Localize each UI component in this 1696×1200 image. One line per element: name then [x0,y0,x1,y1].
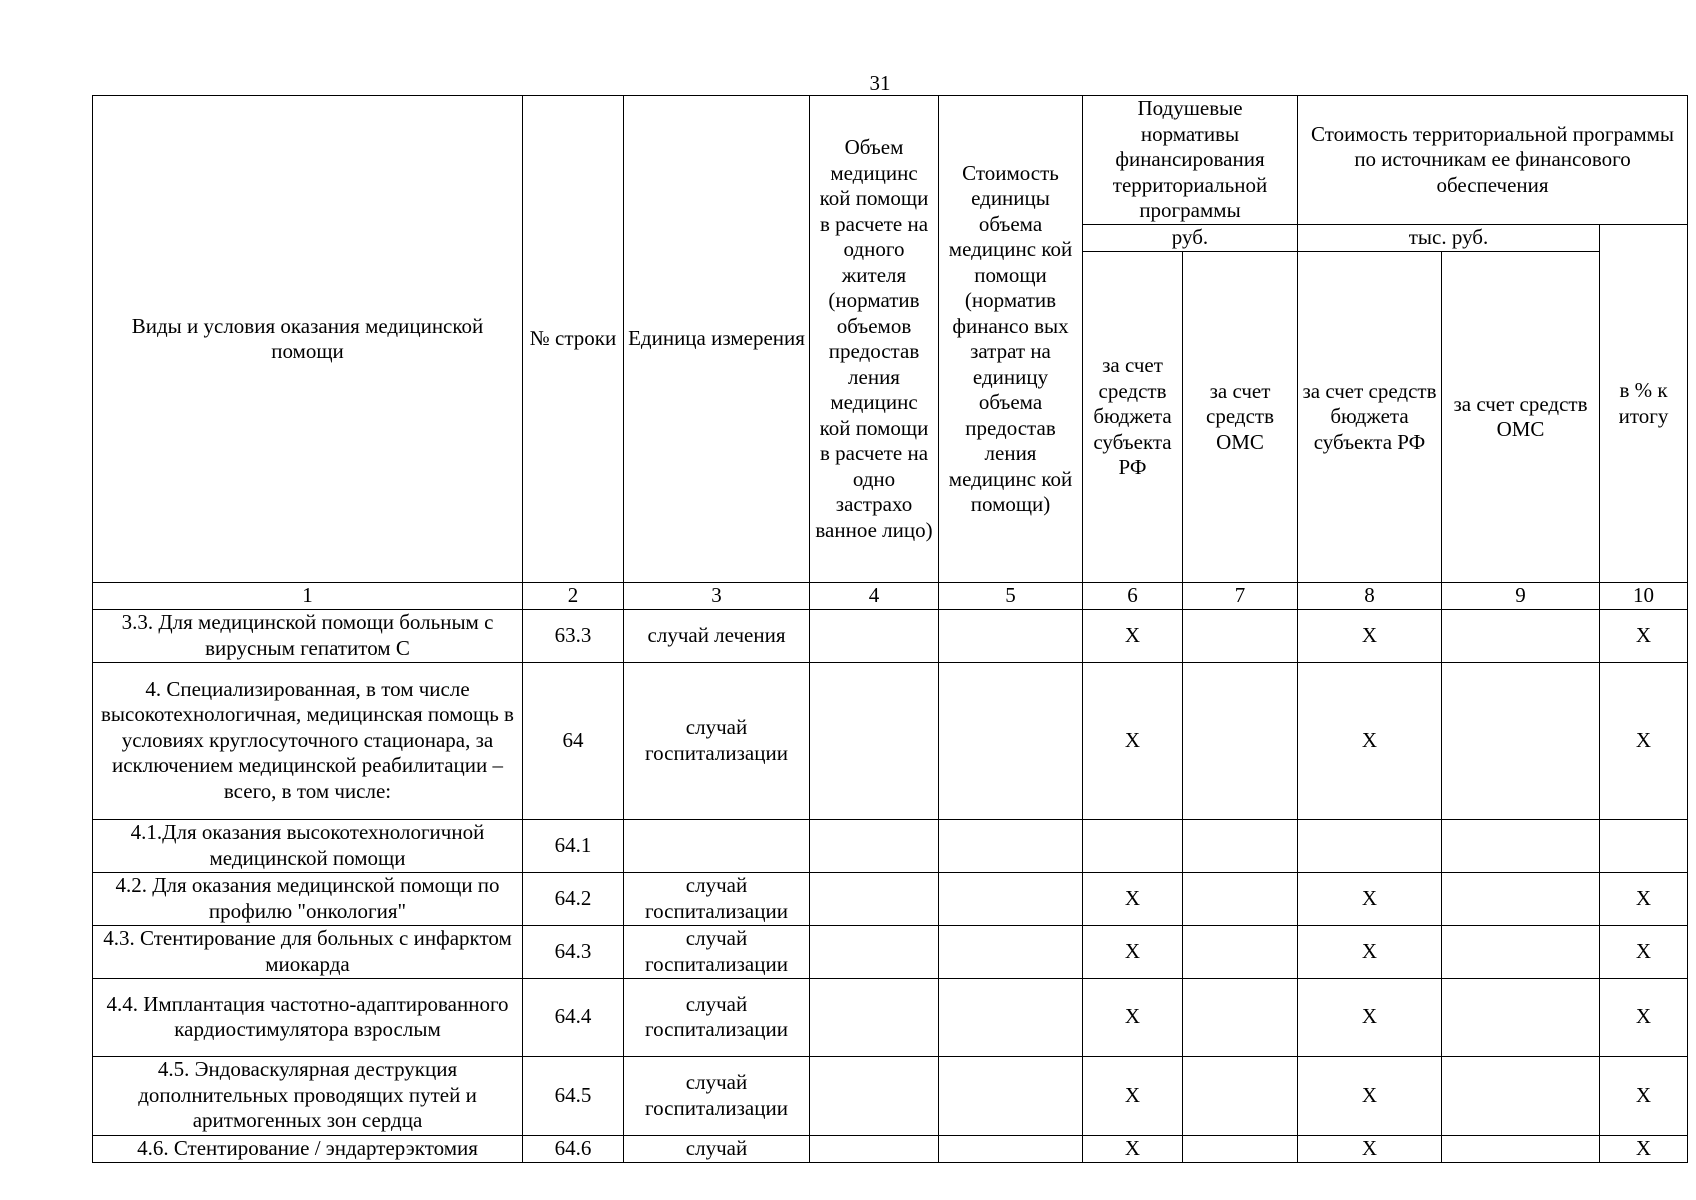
table-row [93,925,1688,978]
header-unit-rub: руб. [1083,225,1298,252]
column-number: 1 [93,583,523,610]
row-line-number: 63.3 [523,609,624,662]
row-col9 [1442,1135,1600,1162]
row-col9 [1442,819,1600,872]
row-unit: случай госпитализации [624,662,810,819]
row-name: 4.2. Для оказания медицинской помощи по профилю "онкология" [93,872,523,925]
header-group-cost: Стоимость территориальной программы по источникам ее финансового обеспечения [1298,96,1688,225]
row-line-number: 64.4 [523,978,624,1056]
table-row [93,819,1688,872]
header-group-per-capita: Подушевые нормативы финансирования территориальной программы [1083,96,1298,225]
row-col5 [939,872,1083,925]
row-col5 [939,1056,1083,1135]
row-col6: X [1083,1056,1183,1135]
row-unit: случай госпитализации [624,1056,810,1135]
row-line-number: 64.1 [523,819,624,872]
table-row [93,978,1688,1056]
table-row [93,609,1688,662]
header-col1: Виды и условия оказания медицинской помощи [93,96,523,583]
row-col4 [810,872,939,925]
row-col5 [939,819,1083,872]
row-col10: X [1600,978,1688,1056]
row-unit: случай госпитализации [624,925,810,978]
header-col5: Стоимость единицы объема медицинс кой помощи (норматив финансо вых затрат на единицу объема предостав ления медицинс кой помощи) [939,96,1083,583]
row-unit: случай госпитализации [624,978,810,1056]
row-col10: X [1600,662,1688,819]
row-col10: X [1600,925,1688,978]
row-col10: X [1600,872,1688,925]
row-name: 4. Специализированная, в том числе высокотехнологичная, медицинская помощь в условиях круглосуточного стационара, за исключением медицинской реабилитации – всего, в том числе: [93,662,523,819]
row-name: 4.6. Стентирование / эндартерэктомия [93,1135,523,1162]
row-col6: X [1083,609,1183,662]
row-col5 [939,925,1083,978]
table-row [93,872,1688,925]
header-col10: в % к итогу [1600,225,1688,583]
row-col5 [939,609,1083,662]
column-number: 6 [1083,583,1183,610]
row-col7 [1183,872,1298,925]
row-col5 [939,1135,1083,1162]
row-line-number: 64.6 [523,1135,624,1162]
column-number-row [93,583,1688,610]
row-col10: X [1600,1056,1688,1135]
row-line-number: 64.5 [523,1056,624,1135]
header-col7: за счет средств ОМС [1183,252,1298,583]
row-col5 [939,662,1083,819]
table-row [93,662,1688,819]
row-col9 [1442,925,1600,978]
column-number: 9 [1442,583,1600,610]
row-col5 [939,978,1083,1056]
row-col8: X [1298,1135,1442,1162]
row-line-number: 64.2 [523,872,624,925]
header-col3: Единица измерения [624,96,810,583]
row-unit [624,819,810,872]
column-number: 3 [624,583,810,610]
column-number: 4 [810,583,939,610]
row-col8 [1298,819,1442,872]
row-unit: случай госпитализации [624,872,810,925]
row-col7 [1183,609,1298,662]
row-col6: X [1083,662,1183,819]
column-number: 2 [523,583,624,610]
row-col6: X [1083,925,1183,978]
row-name: 4.5. Эндоваскулярная деструкция дополнительных проводящих путей и аритмогенных зон сердца [93,1056,523,1135]
row-col7 [1183,1056,1298,1135]
row-col6: X [1083,1135,1183,1162]
row-col9 [1442,609,1600,662]
row-line-number: 64.3 [523,925,624,978]
header-col6: за счет средств бюджета субъекта РФ [1083,252,1183,583]
row-col7 [1183,1135,1298,1162]
row-col4 [810,819,939,872]
row-col4 [810,978,939,1056]
row-col9 [1442,978,1600,1056]
table-row [93,1056,1688,1135]
header-col8: за счет средств бюджета субъекта РФ [1298,252,1442,583]
row-line-number: 64 [523,662,624,819]
row-col7 [1183,978,1298,1056]
row-name: 4.3. Стентирование для больных с инфарктом миокарда [93,925,523,978]
column-number: 8 [1298,583,1442,610]
row-col7 [1183,662,1298,819]
row-col4 [810,1056,939,1135]
header-unit-thous-rub: тыс. руб. [1298,225,1600,252]
row-col6: X [1083,872,1183,925]
page-number: 31 [869,71,891,95]
row-col8: X [1298,1056,1442,1135]
row-col9 [1442,1056,1600,1135]
column-number: 7 [1183,583,1298,610]
row-col10 [1600,819,1688,872]
header-col2: № строки [523,96,624,583]
column-number: 10 [1600,583,1688,610]
row-col9 [1442,872,1600,925]
table-row [93,1135,1688,1162]
row-col9 [1442,662,1600,819]
row-col7 [1183,925,1298,978]
row-col7 [1183,819,1298,872]
row-col4 [810,609,939,662]
row-col10: X [1600,1135,1688,1162]
row-col8: X [1298,662,1442,819]
row-col10: X [1600,609,1688,662]
row-col6 [1083,819,1183,872]
row-col8: X [1298,978,1442,1056]
row-unit: случай [624,1135,810,1162]
header-col4: Объем медицинс кой помощи в расчете на одного жителя (норматив объемов предостав ления медицинс кой помощи в расчете на одно застрахо ванное лицо) [810,96,939,583]
row-col8: X [1298,925,1442,978]
row-col8: X [1298,609,1442,662]
row-name: 4.4. Имплантация частотно-адаптированного кардиостимулятора взрослым [93,978,523,1056]
header-col9: за счет средств ОМС [1442,252,1600,583]
row-col8: X [1298,872,1442,925]
row-col4 [810,925,939,978]
column-number: 5 [939,583,1083,610]
row-col4 [810,1135,939,1162]
row-unit: случай лечения [624,609,810,662]
row-col4 [810,662,939,819]
row-col6: X [1083,978,1183,1056]
header-row-1 [93,96,1688,225]
financing-table [92,95,1688,1163]
row-name: 4.1.Для оказания высокотехнологичной медицинской помощи [93,819,523,872]
row-name: 3.3. Для медицинской помощи больным с вирусным гепатитом С [93,609,523,662]
